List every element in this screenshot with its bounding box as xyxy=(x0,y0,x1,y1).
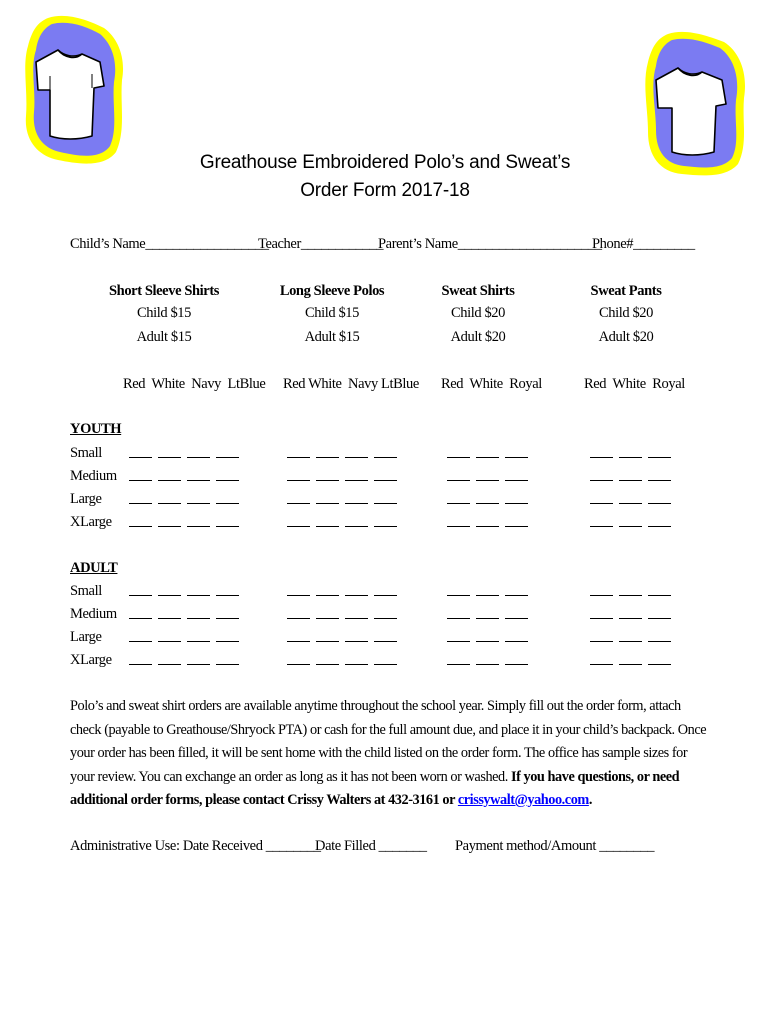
quantity-blank[interactable] xyxy=(447,526,470,527)
quantity-blank[interactable] xyxy=(158,641,181,642)
quantity-blank[interactable] xyxy=(476,480,499,481)
price-child-sweat-pants: Child $20 xyxy=(598,305,653,321)
adult-size-large: Large xyxy=(70,629,102,645)
parents-name-field[interactable]: Parent’s Name_____________________ xyxy=(378,236,602,252)
price-adult-sweat-pants: Adult $20 xyxy=(598,329,654,345)
quantity-blank[interactable] xyxy=(216,664,239,665)
quantity-blank[interactable] xyxy=(158,595,181,596)
quantity-blank[interactable] xyxy=(619,503,642,504)
quantity-blank[interactable] xyxy=(590,664,613,665)
quantity-blank[interactable] xyxy=(505,503,528,504)
quantity-blank[interactable] xyxy=(129,641,152,642)
quantity-blank[interactable] xyxy=(187,641,210,642)
quantity-blank[interactable] xyxy=(374,503,397,504)
colors-sweat-pants: Red White Royal xyxy=(584,376,685,392)
admin-payment[interactable]: Payment method/Amount ________ xyxy=(455,838,655,854)
quantity-blank[interactable] xyxy=(316,641,339,642)
quantity-blank[interactable] xyxy=(316,480,339,481)
quantity-blank[interactable] xyxy=(187,457,210,458)
quantity-blank[interactable] xyxy=(590,526,613,527)
email-link[interactable]: crissywalt@yahoo.com xyxy=(457,792,589,808)
quantity-blank[interactable] xyxy=(216,480,239,481)
quantity-blank[interactable] xyxy=(316,503,339,504)
quantity-blank[interactable] xyxy=(648,457,671,458)
quantity-blank[interactable] xyxy=(158,480,181,481)
quantity-blank[interactable] xyxy=(287,526,310,527)
t-shirt-clipart-icon xyxy=(18,10,130,170)
quantity-blank[interactable] xyxy=(187,480,210,481)
quantity-blank[interactable] xyxy=(158,503,181,504)
phone-field[interactable]: Phone#_________ xyxy=(592,236,695,252)
colors-long-sleeve: Red White Navy LtBlue xyxy=(283,376,419,392)
quantity-blank[interactable] xyxy=(590,618,613,619)
adult-heading: ADULT xyxy=(70,560,118,576)
quantity-blank[interactable] xyxy=(374,641,397,642)
quantity-blank[interactable] xyxy=(648,641,671,642)
quantity-blank[interactable] xyxy=(287,457,310,458)
quantity-blank[interactable] xyxy=(345,526,368,527)
quantity-blank[interactable] xyxy=(216,595,239,596)
column-title-sweat-shirts: Sweat Shirts xyxy=(441,283,515,299)
quantity-blank[interactable] xyxy=(648,618,671,619)
quantity-blank[interactable] xyxy=(476,457,499,458)
youth-size-large: Large xyxy=(70,491,102,507)
price-child-sweat-shirts: Child $20 xyxy=(450,305,505,321)
quantity-blank[interactable] xyxy=(619,664,642,665)
quantity-blank[interactable] xyxy=(447,503,470,504)
quantity-blank[interactable] xyxy=(505,480,528,481)
quantity-blank[interactable] xyxy=(345,503,368,504)
admin-date-received[interactable]: Administrative Use: Date Received ________ xyxy=(70,838,321,854)
instructions-text: Polo’s and sweat shirt orders are available anytime throughout the school year. Simply fill out the order form, attach check (payable to Greathouse/Shryock PTA) or cash for the full amount due, and place it in your child’s backpack. Once your order has been filled, it will be sent home with the child listed on the order form. The office has sample sizes for your review. You can exchange an order as long as it has not been worn or washed. xyxy=(70,698,707,785)
quantity-blank[interactable] xyxy=(158,618,181,619)
quantity-blank[interactable] xyxy=(374,664,397,665)
admin-date-filled[interactable]: Date Filled _______ xyxy=(315,838,427,854)
youth-size-xlarge: XLarge xyxy=(70,514,112,530)
quantity-blank[interactable] xyxy=(447,457,470,458)
quantity-blank[interactable] xyxy=(316,457,339,458)
quantity-blank[interactable] xyxy=(129,503,152,504)
quantity-blank[interactable] xyxy=(590,641,613,642)
teacher-field[interactable]: Teacher____________ xyxy=(258,236,384,252)
quantity-blank[interactable] xyxy=(287,595,310,596)
quantity-blank[interactable] xyxy=(287,618,310,619)
quantity-blank[interactable] xyxy=(287,480,310,481)
quantity-blank[interactable] xyxy=(619,641,642,642)
quantity-blank[interactable] xyxy=(505,457,528,458)
quantity-blank[interactable] xyxy=(590,595,613,596)
quantity-blank[interactable] xyxy=(129,526,152,527)
quantity-blank[interactable] xyxy=(648,595,671,596)
quantity-blank[interactable] xyxy=(590,457,613,458)
quantity-blank[interactable] xyxy=(648,526,671,527)
quantity-blank[interactable] xyxy=(447,595,470,596)
quantity-blank[interactable] xyxy=(374,526,397,527)
adult-size-medium: Medium xyxy=(70,606,117,622)
quantity-blank[interactable] xyxy=(619,595,642,596)
adult-size-xlarge: XLarge xyxy=(70,652,112,668)
adult-size-small: Small xyxy=(70,583,102,599)
quantity-blank[interactable] xyxy=(476,503,499,504)
quantity-blank[interactable] xyxy=(374,480,397,481)
quantity-blank[interactable] xyxy=(476,595,499,596)
quantity-blank[interactable] xyxy=(287,664,310,665)
quantity-blank[interactable] xyxy=(287,641,310,642)
quantity-blank[interactable] xyxy=(345,457,368,458)
quantity-blank[interactable] xyxy=(187,526,210,527)
contact-text: If you have questions, or need additional order forms, please contact Crissy Walters at 432-3161 or xyxy=(70,768,680,808)
quantity-blank[interactable] xyxy=(447,480,470,481)
column-title-short-sleeve: Short Sleeve Shirts xyxy=(108,283,219,299)
quantity-blank[interactable] xyxy=(648,503,671,504)
childs-name-field[interactable]: Child’s Name__________________ xyxy=(70,236,269,252)
quantity-blank[interactable] xyxy=(345,480,368,481)
form-title-line2: Order Form 2017-18 xyxy=(300,180,470,201)
quantity-blank[interactable] xyxy=(447,641,470,642)
instructions-paragraph xyxy=(70,695,710,813)
quantity-blank[interactable] xyxy=(316,526,339,527)
quantity-blank[interactable] xyxy=(316,664,339,665)
column-title-long-sleeve: Long Sleeve Polos xyxy=(279,283,385,299)
quantity-blank[interactable] xyxy=(345,618,368,619)
price-child-short-sleeve: Child $15 xyxy=(136,305,191,321)
column-title-sweat-pants: Sweat Pants xyxy=(590,283,662,299)
quantity-blank[interactable] xyxy=(216,503,239,504)
quantity-blank[interactable] xyxy=(590,503,613,504)
quantity-blank[interactable] xyxy=(476,618,499,619)
quantity-blank[interactable] xyxy=(374,595,397,596)
quantity-blank[interactable] xyxy=(158,457,181,458)
quantity-blank[interactable] xyxy=(619,480,642,481)
quantity-blank[interactable] xyxy=(129,457,152,458)
quantity-blank[interactable] xyxy=(287,503,310,504)
form-title-line1: Greathouse Embroidered Polo’s and Sweat’s xyxy=(199,152,571,173)
quantity-blank[interactable] xyxy=(187,503,210,504)
quantity-blank[interactable] xyxy=(129,618,152,619)
quantity-blank[interactable] xyxy=(129,480,152,481)
quantity-blank[interactable] xyxy=(158,526,181,527)
quantity-blank[interactable] xyxy=(648,480,671,481)
quantity-blank[interactable] xyxy=(505,526,528,527)
quantity-blank[interactable] xyxy=(476,664,499,665)
paragraph-end: . xyxy=(588,792,592,808)
quantity-blank[interactable] xyxy=(505,641,528,642)
quantity-blank[interactable] xyxy=(505,664,528,665)
quantity-blank[interactable] xyxy=(216,618,239,619)
quantity-blank[interactable] xyxy=(345,595,368,596)
quantity-blank[interactable] xyxy=(619,526,642,527)
price-child-long-sleeve: Child $15 xyxy=(304,305,359,321)
colors-short-sleeve: Red White Navy LtBlue xyxy=(123,376,266,392)
quantity-blank[interactable] xyxy=(216,526,239,527)
price-adult-long-sleeve: Adult $15 xyxy=(304,329,360,345)
price-adult-sweat-shirts: Adult $20 xyxy=(450,329,506,345)
youth-size-small: Small xyxy=(70,445,102,461)
quantity-blank[interactable] xyxy=(374,618,397,619)
quantity-blank[interactable] xyxy=(158,664,181,665)
quantity-blank[interactable] xyxy=(476,641,499,642)
quantity-blank[interactable] xyxy=(129,664,152,665)
quantity-blank[interactable] xyxy=(316,618,339,619)
quantity-blank[interactable] xyxy=(447,664,470,665)
quantity-blank[interactable] xyxy=(129,595,152,596)
quantity-blank[interactable] xyxy=(345,641,368,642)
quantity-blank[interactable] xyxy=(316,595,339,596)
quantity-blank[interactable] xyxy=(216,457,239,458)
price-adult-short-sleeve: Adult $15 xyxy=(136,329,192,345)
colors-sweat-shirts: Red White Royal xyxy=(441,376,542,392)
quantity-blank[interactable] xyxy=(476,526,499,527)
quantity-blank[interactable] xyxy=(374,457,397,458)
youth-heading: YOUTH xyxy=(70,421,122,437)
quantity-blank[interactable] xyxy=(187,618,210,619)
quantity-blank[interactable] xyxy=(590,480,613,481)
youth-size-medium: Medium xyxy=(70,468,117,484)
quantity-blank[interactable] xyxy=(619,457,642,458)
quantity-blank[interactable] xyxy=(216,641,239,642)
quantity-blank[interactable] xyxy=(619,618,642,619)
quantity-blank[interactable] xyxy=(187,595,210,596)
quantity-blank[interactable] xyxy=(345,664,368,665)
quantity-blank[interactable] xyxy=(505,595,528,596)
quantity-blank[interactable] xyxy=(648,664,671,665)
quantity-blank[interactable] xyxy=(447,618,470,619)
quantity-blank[interactable] xyxy=(187,664,210,665)
quantity-blank[interactable] xyxy=(505,618,528,619)
